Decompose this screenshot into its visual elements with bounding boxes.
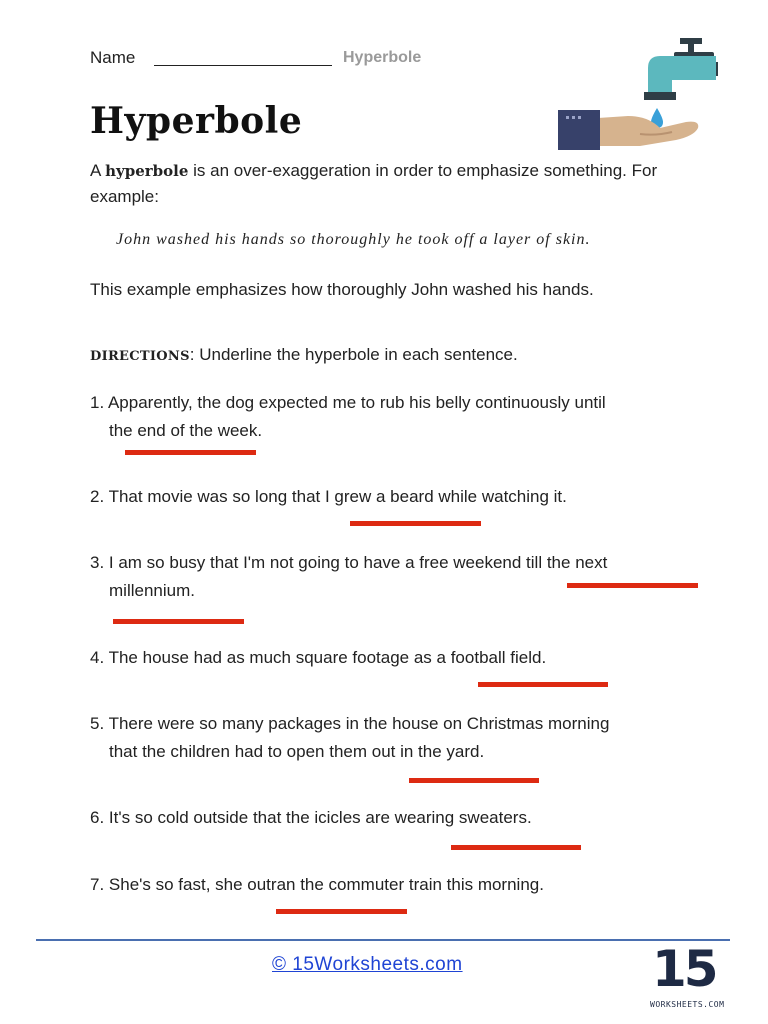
15worksheets-logo (648, 940, 725, 1014)
answer-line-4[interactable] (478, 682, 608, 687)
intro-term: hyperbole (105, 162, 189, 180)
list-item-4 (90, 644, 710, 672)
answer-line-5[interactable] (409, 778, 539, 783)
item-1-line1: 1. Apparently, the dog expected me to rub his belly continuously until (90, 393, 606, 412)
list-item-2 (90, 483, 710, 511)
logo-number: 15 (652, 940, 716, 998)
item-1-line2: the end of the week. (109, 421, 263, 440)
item-6-line1: 6. It's so cold outside that the icicles are wearing sweaters. (90, 808, 532, 827)
directions-label: DIRECTIONS (90, 349, 190, 364)
intro-paragraph (90, 158, 710, 210)
page-title: Hyperbole (90, 100, 303, 142)
footer-divider (36, 939, 730, 941)
item-4-line1: 4. The house had as much square footage as a football field. (90, 648, 547, 667)
answer-line-3a[interactable] (567, 583, 698, 588)
answer-line-7[interactable] (276, 909, 407, 914)
header-topic: Hyperbole (343, 49, 422, 66)
answer-line-1[interactable] (125, 450, 256, 455)
item-5-line2: that the children had to open them out in the yard. (109, 742, 485, 761)
item-3-line2: millennium. (109, 581, 195, 600)
name-label: Name (90, 48, 136, 67)
example-sentence: John washed his hands so thoroughly he took off a layer of skin. (116, 231, 591, 248)
item-3-line1: 3. I am so busy that I'm not going to have a free weekend till the next (90, 553, 608, 572)
list-item-5 (90, 710, 710, 766)
intro-suffix: is an over-exaggeration in order to emphasize something. For example: (90, 161, 658, 206)
item-2-line1: 2. That movie was so long that I grew a beard while watching it. (90, 487, 567, 506)
directions (90, 342, 518, 370)
logo-caption: WORKSHEETS.COM (650, 1000, 725, 1009)
footer-link[interactable]: © 15Worksheets.com (272, 954, 463, 975)
directions-text: : Underline the hyperbole in each sentence. (189, 345, 518, 364)
list-item-1 (90, 389, 710, 445)
item-5-line1: 5. There were so many packages in the house on Christmas morning (90, 714, 610, 733)
list-item-6 (90, 804, 710, 832)
intro-prefix: A (90, 161, 106, 180)
item-7-line1: 7. She's so fast, she outran the commuter train this morning. (90, 875, 544, 894)
list-item-3 (90, 549, 710, 605)
list-item-7 (90, 871, 710, 899)
answer-line-6[interactable] (451, 845, 581, 850)
faucet-hand-icon (556, 36, 722, 152)
answer-line-3b[interactable] (113, 619, 244, 624)
name-input-line[interactable] (154, 65, 332, 66)
explanation-text: This example emphasizes how thoroughly John washed his hands. (90, 280, 594, 299)
answer-line-2[interactable] (350, 521, 481, 526)
